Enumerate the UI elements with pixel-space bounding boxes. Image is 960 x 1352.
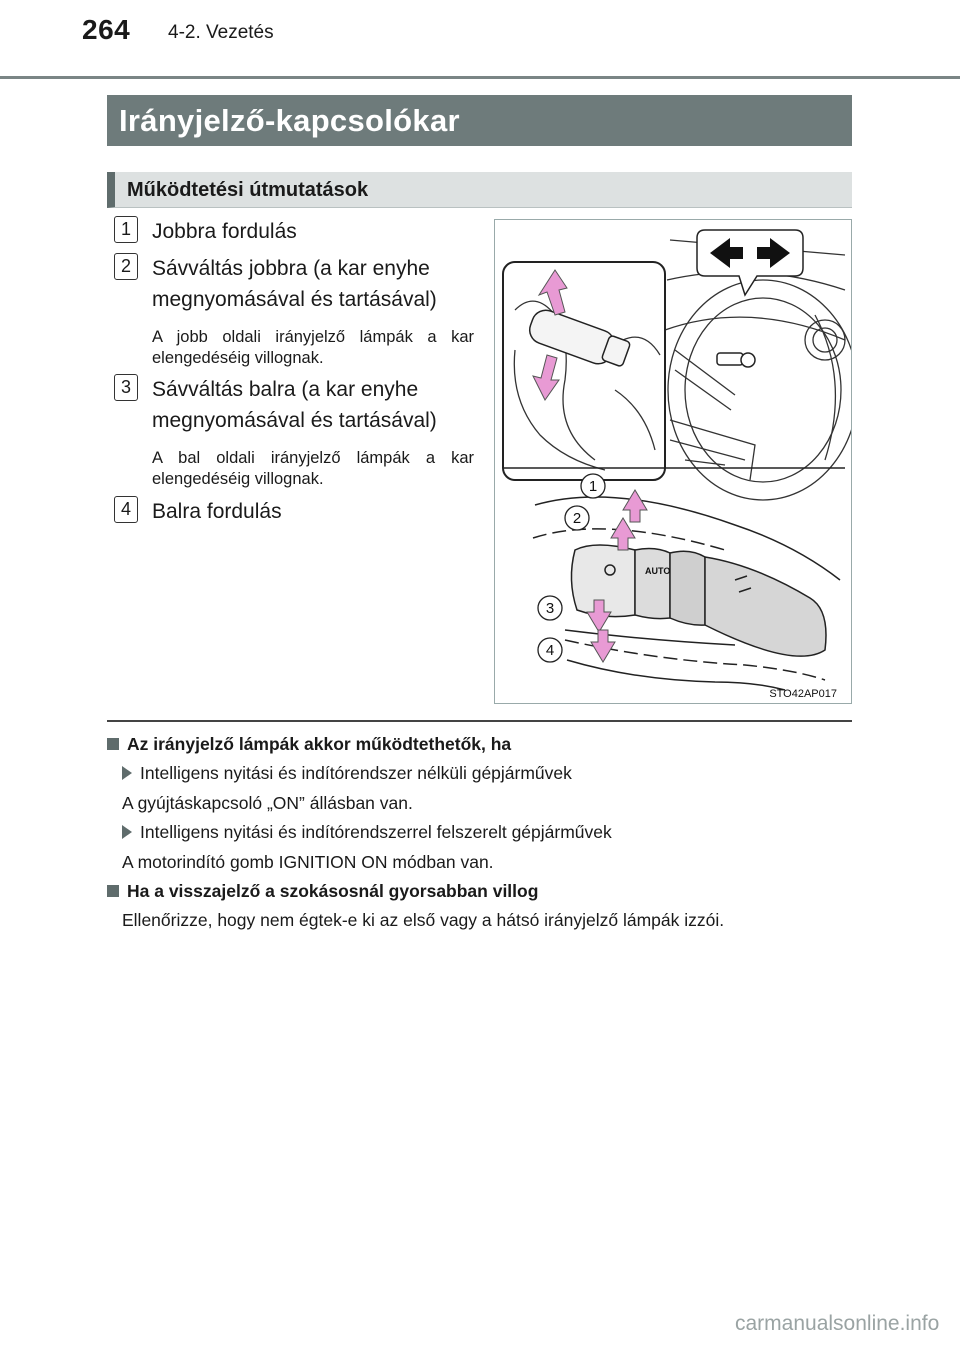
- callout-2: 2: [572, 510, 582, 527]
- fast-blink-text: Ellenőrizze, hogy nem égtek-e ki az első vagy a hátsó irányjelző lámpák izzói.: [122, 910, 725, 930]
- direction-arrows-callout: [697, 230, 803, 295]
- step-note: A jobb oldali irányjelző lámpák a kar elengedéséig villognak.: [152, 328, 474, 367]
- square-bullet-icon: [107, 738, 119, 750]
- step-4: [114, 496, 474, 527]
- step-number-badge: 3: [114, 374, 138, 401]
- breadcrumb: 4-2. Vezetés: [168, 22, 274, 43]
- triangle-bullet-icon: [122, 766, 132, 780]
- step-number-badge: 2: [114, 253, 138, 280]
- page-number: 264: [82, 14, 131, 45]
- callout-4: 4: [545, 642, 555, 659]
- watermark: carmanualsonline.info: [735, 1312, 940, 1335]
- note-heading-conditions: Az irányjelző lámpák akkor működtethetők, ha: [107, 734, 511, 755]
- turn-signal-lever-figure: [494, 219, 852, 704]
- step-text: Sávváltás jobbra (a kar enyhe megnyomásával és tartásával): [152, 257, 437, 311]
- header-divider: [0, 76, 960, 79]
- triangle-bullet-icon: [122, 825, 132, 839]
- step-text: Jobbra fordulás: [152, 220, 297, 243]
- condition-text-ignition: A gyújtáskapcsoló „ON” állásban van.: [122, 793, 413, 813]
- lever-closeup: [571, 545, 826, 656]
- hand-on-lever-inset: [503, 262, 665, 480]
- lever-auto-label: AUTO: [645, 566, 671, 576]
- note-heading-fast-blink: Ha a visszajelző a szokásosnál gyorsabban villog: [107, 881, 538, 902]
- step-text: Balra fordulás: [152, 500, 282, 523]
- step-number-badge: 4: [114, 496, 138, 523]
- step-note: A bal oldali irányjelző lámpák a kar elengedéséig villognak.: [152, 449, 474, 488]
- step-text: Sávváltás balra (a kar enyhe megnyomásával és tartásával): [152, 378, 437, 432]
- square-bullet-icon: [107, 885, 119, 897]
- subsection-title: Működtetési útmutatások: [107, 172, 852, 208]
- content-divider: [107, 720, 852, 722]
- steering-column-lever: [717, 353, 755, 367]
- condition-text-engine-switch: A motorindító gomb IGNITION ON módban van.: [122, 852, 494, 872]
- vehicle-type-with-smart-key: Intelligens nyitási és indítórendszerrel felszerelt gépjárművek: [122, 822, 612, 843]
- callout-1: 1: [588, 478, 598, 495]
- step-3: [114, 374, 474, 490]
- step-1: [114, 216, 474, 247]
- callout-3: 3: [545, 600, 555, 617]
- step-2: [114, 253, 474, 369]
- step-number-badge: 1: [114, 216, 138, 243]
- section-title: Irányjelző-kapcsolókar: [107, 95, 852, 146]
- dashboard-illustration: [665, 240, 851, 500]
- vehicle-type-without-smart-key: Intelligens nyitási és indítórendszer nélküli gépjárművek: [122, 763, 572, 784]
- figure-code: STO42AP017: [769, 688, 837, 700]
